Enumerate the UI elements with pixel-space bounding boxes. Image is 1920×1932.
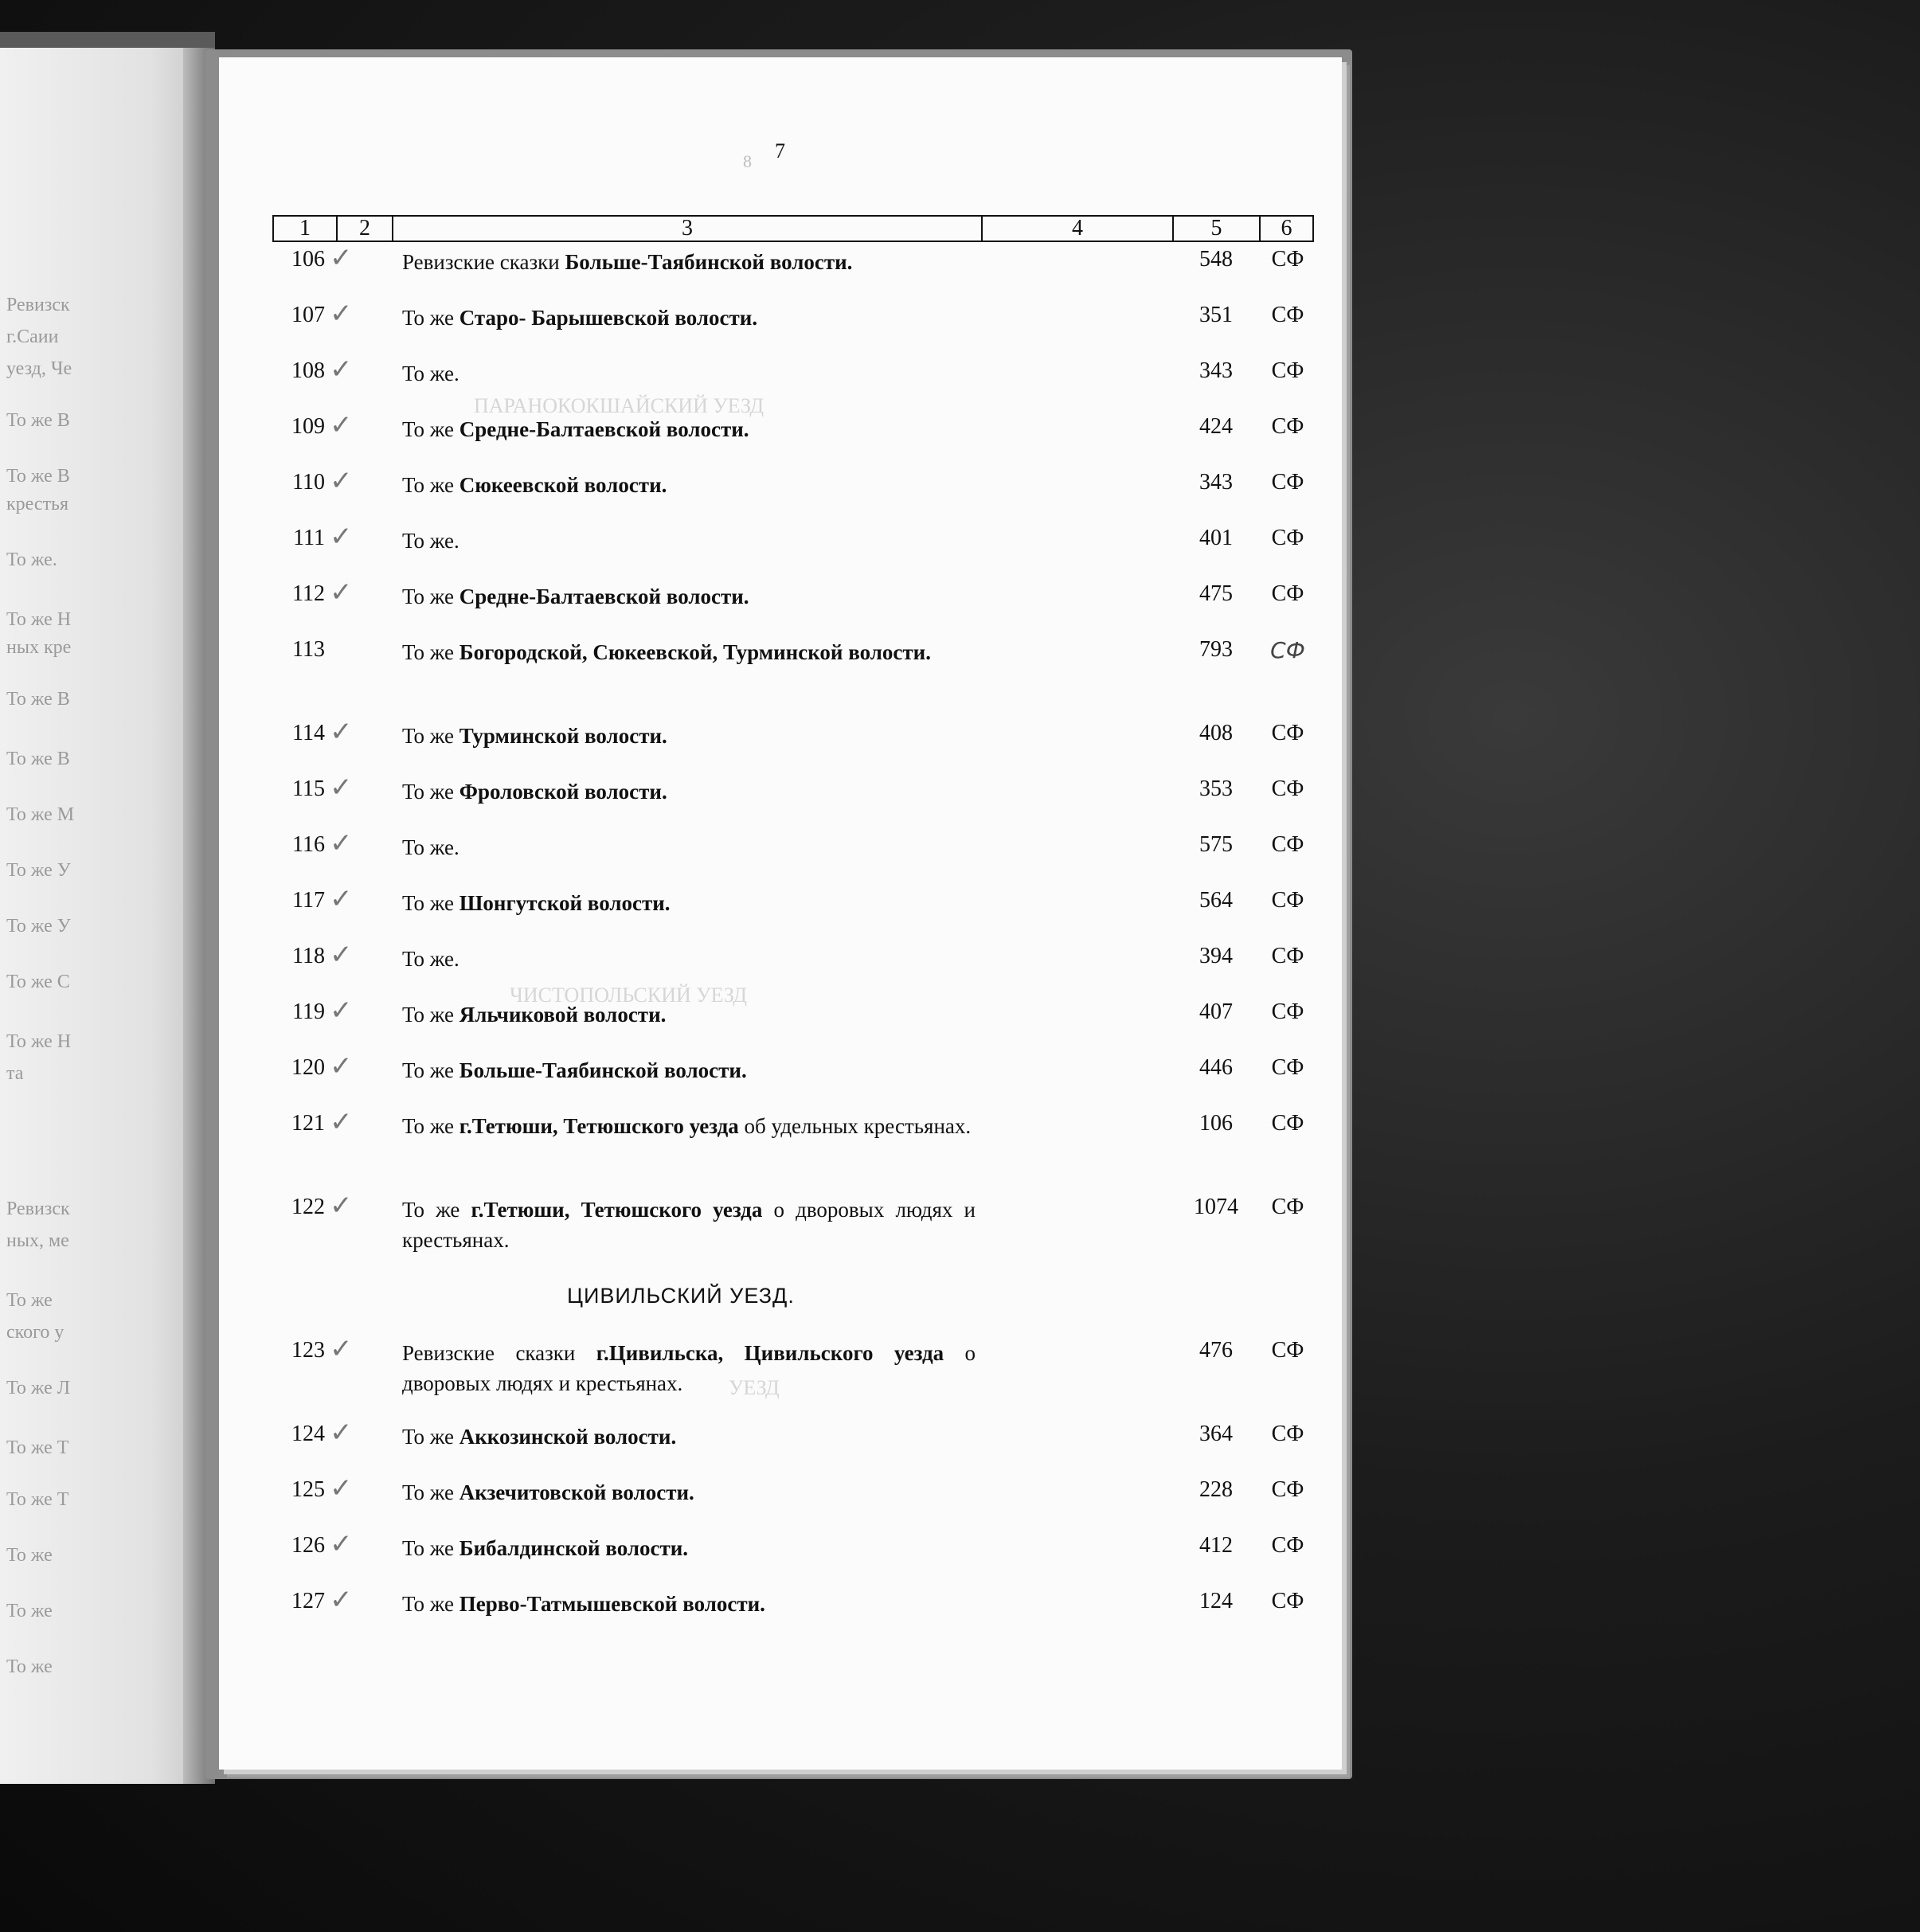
entry-description <box>402 470 976 500</box>
entry-fund: СФ <box>1271 1422 1304 1446</box>
entry-fund: СФ <box>1271 358 1304 383</box>
check-mark-icon: ✓ <box>330 465 353 497</box>
entry-number: 112 <box>292 581 325 606</box>
entry-count: 106 <box>1199 1111 1233 1136</box>
entry-count: 401 <box>1199 526 1233 550</box>
description-bold: г.Цивильска, Цивильского уезда <box>596 1341 944 1365</box>
entry-fund: СФ <box>1271 526 1304 550</box>
check-mark-icon: ✓ <box>330 242 353 274</box>
entry-number: 114 <box>292 721 325 745</box>
description-plain: То же. <box>402 835 459 859</box>
left-page-fragment: То же Т <box>6 1437 69 1458</box>
description-plain: То же <box>402 306 459 330</box>
entry-description <box>402 944 976 974</box>
entry-count: 793 <box>1199 637 1233 662</box>
description-bold: г.Тетюши, Тетюшского уезда <box>459 1114 739 1138</box>
entry-description <box>402 1338 976 1398</box>
check-mark-icon: ✓ <box>330 521 353 553</box>
entry-count: 548 <box>1199 247 1233 272</box>
entry-count: 408 <box>1199 721 1233 745</box>
entry-number: 126 <box>291 1533 325 1558</box>
check-mark-icon: ✓ <box>330 577 353 608</box>
check-mark-icon: ✓ <box>330 1190 353 1222</box>
entry-fund: СФ <box>1271 247 1304 272</box>
description-tail: о дворовых людях и крестьянах. <box>402 1341 976 1395</box>
entry-fund: СФ <box>1271 999 1304 1024</box>
entry-fund: СФ <box>1271 470 1304 495</box>
check-mark-icon: ✓ <box>330 716 353 748</box>
left-page-fragment: То же М <box>6 804 75 825</box>
left-page-fragment: То же В <box>6 689 70 710</box>
check-mark-icon: ✓ <box>330 1333 353 1365</box>
check-mark-icon: ✓ <box>330 354 353 385</box>
header-col-3: 3 <box>393 217 983 241</box>
entry-count: 343 <box>1199 358 1233 383</box>
entry-fund: СФ <box>1271 944 1304 968</box>
ghost-heading: УЕЗД <box>729 1376 780 1399</box>
left-page-fragment: То же С <box>6 972 70 992</box>
description-plain: То же <box>402 1480 459 1504</box>
left-page-fragment: То же <box>6 1656 53 1677</box>
left-page-fragment: То же <box>6 1290 53 1311</box>
entry-number: 119 <box>292 999 325 1024</box>
left-page-fragment: Ревизск <box>6 1199 70 1219</box>
description-plain: То же <box>402 1003 459 1027</box>
entry-count: 394 <box>1199 944 1233 968</box>
entry-count: 351 <box>1199 303 1233 327</box>
description-plain: То же <box>402 585 459 608</box>
description-bold: Аккозинской волости. <box>459 1425 677 1449</box>
entry-number: 106 <box>291 247 325 272</box>
description-bold: Богородской, Сюкеевской, Турминской волости. <box>459 640 931 664</box>
check-mark-icon: ✓ <box>330 995 353 1027</box>
entry-number: 125 <box>291 1477 325 1502</box>
description-bold: Бибалдинской волости. <box>459 1536 689 1560</box>
check-mark-icon: ✓ <box>330 1106 353 1138</box>
entry-description <box>402 888 976 918</box>
left-page-fragment: г.Саии <box>6 327 59 347</box>
description-plain: Ревизские сказки <box>402 1341 596 1365</box>
description-plain: То же <box>402 1114 459 1138</box>
entry-number: 127 <box>291 1589 325 1613</box>
ghost-heading: ПАРАНОКОКШАЙСКИЙ УЕЗД <box>474 394 764 417</box>
entry-count: 407 <box>1199 999 1233 1024</box>
entry-fund: СФ <box>1270 637 1305 663</box>
entry-fund: СФ <box>1271 581 1304 606</box>
entry-description <box>402 1422 976 1452</box>
entry-number: 124 <box>291 1422 325 1446</box>
entry-number: 121 <box>291 1111 325 1136</box>
entry-fund: СФ <box>1271 1533 1304 1558</box>
entry-fund: СФ <box>1271 776 1304 801</box>
entry-number: 117 <box>292 888 325 913</box>
description-plain: То же. <box>402 947 459 971</box>
left-page-fragment: та <box>6 1063 24 1084</box>
description-plain: То же. <box>402 362 459 385</box>
header-col-6: 6 <box>1281 216 1292 241</box>
description-plain: То же <box>402 417 459 441</box>
left-page-fragment: крестья <box>6 494 69 514</box>
header-col-2: 2 <box>338 217 393 241</box>
entry-number: 110 <box>292 470 325 495</box>
entry-fund: СФ <box>1271 1195 1304 1219</box>
entry-description <box>402 999 976 1030</box>
entry-count: 124 <box>1199 1589 1233 1613</box>
entry-fund: СФ <box>1271 303 1304 327</box>
entry-number: 115 <box>292 776 325 801</box>
entry-description <box>402 721 976 751</box>
entry-description <box>402 1533 976 1563</box>
entry-description <box>402 303 976 333</box>
description-bold: Перво-Татмышевской волости. <box>459 1592 765 1616</box>
description-plain: То же <box>402 640 459 664</box>
check-mark-icon: ✓ <box>330 827 353 859</box>
description-bold: Фроловской волости. <box>459 780 667 804</box>
entry-fund: СФ <box>1271 832 1304 857</box>
check-mark-icon: ✓ <box>330 772 353 804</box>
entry-fund: СФ <box>1271 721 1304 745</box>
description-tail: об удельных крестьянах. <box>738 1114 972 1138</box>
check-mark-icon: ✓ <box>330 1528 353 1560</box>
description-bold: Сюкеевской волости. <box>459 473 667 497</box>
header-col-4: 4 <box>983 217 1174 241</box>
entry-description <box>402 247 976 277</box>
entry-number: 108 <box>291 358 325 383</box>
entry-count: 476 <box>1199 1338 1233 1363</box>
entry-number: 118 <box>292 944 325 968</box>
entry-count: 1074 <box>1194 1195 1238 1219</box>
check-mark-icon: ✓ <box>330 939 353 971</box>
entry-description <box>402 581 976 612</box>
entry-number: 120 <box>291 1055 325 1080</box>
entry-count: 446 <box>1199 1055 1233 1080</box>
entry-description <box>402 1055 976 1085</box>
left-page-fragment: То же Т <box>6 1489 69 1510</box>
entry-description <box>402 414 976 444</box>
left-page-fragment: То же Н <box>6 1031 72 1052</box>
entry-number: 122 <box>291 1195 325 1219</box>
page-number: 7 <box>775 139 785 162</box>
description-plain: То же <box>402 891 459 915</box>
description-bold: Больше-Таябинской волости. <box>565 250 853 274</box>
header-col-5: 5 <box>1174 217 1261 241</box>
left-page-fragment: ского у <box>6 1322 65 1343</box>
left-page-fragment: То же Л <box>6 1378 71 1398</box>
entry-number: 107 <box>291 303 325 327</box>
description-plain: То же <box>402 473 459 497</box>
entry-number: 116 <box>292 832 325 857</box>
entry-description <box>402 1477 976 1508</box>
description-plain: То же. <box>402 529 459 553</box>
description-plain: То же <box>402 780 459 804</box>
entry-count: 412 <box>1199 1533 1233 1558</box>
description-plain: Ревизские сказки <box>402 250 565 274</box>
left-page-fragment: То же У <box>6 916 71 937</box>
entry-fund: СФ <box>1271 414 1304 439</box>
ghost-heading: ЧИСТОПОЛЬСКИЙ УЕЗД <box>510 984 748 1007</box>
description-bold: Больше-Таябинской волости. <box>459 1058 747 1082</box>
entry-count: 343 <box>1199 470 1233 495</box>
description-plain: То же <box>402 1058 459 1082</box>
left-page-fragment: То же В <box>6 749 70 769</box>
entry-count: 364 <box>1199 1422 1233 1446</box>
entry-fund: СФ <box>1271 1338 1304 1363</box>
table-header <box>272 215 1314 242</box>
entry-number: 109 <box>291 414 325 439</box>
bleed-page-number: 8 <box>743 151 752 171</box>
entry-count: 353 <box>1199 776 1233 801</box>
entry-fund: СФ <box>1271 1111 1304 1136</box>
entry-fund: СФ <box>1271 1477 1304 1502</box>
description-plain: То же <box>402 1198 471 1222</box>
left-page-fragment: Ревизск <box>6 295 70 315</box>
entry-description <box>402 358 976 389</box>
entry-description <box>402 832 976 862</box>
check-mark-icon: ✓ <box>330 1417 353 1449</box>
entry-fund: СФ <box>1271 1055 1304 1080</box>
entry-count: 424 <box>1199 414 1233 439</box>
check-mark-icon: ✓ <box>330 298 353 330</box>
left-page-fragment: То же. <box>6 549 57 570</box>
entry-description <box>402 637 976 667</box>
entry-number: 123 <box>291 1338 325 1363</box>
description-bold: Старо- Барышевской волости. <box>459 306 758 330</box>
description-bold: Средне-Балтаевской волости. <box>459 417 749 441</box>
entry-fund: СФ <box>1271 1589 1304 1613</box>
description-plain: То же <box>402 1425 459 1449</box>
section-heading: ЦИВИЛЬСКИЙ УЕЗД. <box>567 1284 795 1308</box>
header-col-1: 1 <box>274 217 338 241</box>
entry-description <box>402 1589 976 1619</box>
entry-count: 575 <box>1199 832 1233 857</box>
entry-description <box>402 1111 976 1141</box>
left-page-fragment: То же В <box>6 466 70 487</box>
entry-count: 228 <box>1199 1477 1233 1502</box>
check-mark-icon: ✓ <box>330 1050 353 1082</box>
left-page-fragment: уезд, Че <box>6 358 72 379</box>
check-mark-icon: ✓ <box>330 883 353 915</box>
check-mark-icon: ✓ <box>330 409 353 441</box>
entry-description <box>402 776 976 807</box>
check-mark-icon: ✓ <box>330 1584 353 1616</box>
left-page-fragment: То же У <box>6 860 71 881</box>
entry-number: 113 <box>292 637 325 662</box>
left-page-fragment: То же В <box>6 410 70 431</box>
description-bold: Шонгутской волости. <box>459 891 671 915</box>
description-plain: То же <box>402 1592 459 1616</box>
left-page-fragment: ных кре <box>6 637 72 658</box>
entry-description <box>402 526 976 556</box>
description-bold: Средне-Балтаевской волости. <box>459 585 749 608</box>
description-bold: Яльчиковой волости. <box>459 1003 667 1027</box>
left-page-fragment: То же Н <box>6 609 72 630</box>
left-page-fragment: То же <box>6 1601 53 1621</box>
description-bold: Акзечитовской волости. <box>459 1480 694 1504</box>
check-mark-icon: ✓ <box>330 1472 353 1504</box>
left-page-fragment: ных, ме <box>6 1230 69 1251</box>
entry-description <box>402 1195 976 1255</box>
entry-number: 111 <box>293 526 325 550</box>
description-plain: То же <box>402 1536 459 1560</box>
entry-count: 564 <box>1199 888 1233 913</box>
left-page-fragment: То же <box>6 1545 53 1566</box>
entry-count: 475 <box>1199 581 1233 606</box>
description-tail: о дворовых людях и крестьянах. <box>402 1198 976 1252</box>
description-plain: То же <box>402 724 459 748</box>
entry-fund: СФ <box>1271 888 1304 913</box>
description-bold: Турминской волости. <box>459 724 667 748</box>
description-bold: г.Тетюши, Тетюшского уезда <box>471 1198 763 1222</box>
